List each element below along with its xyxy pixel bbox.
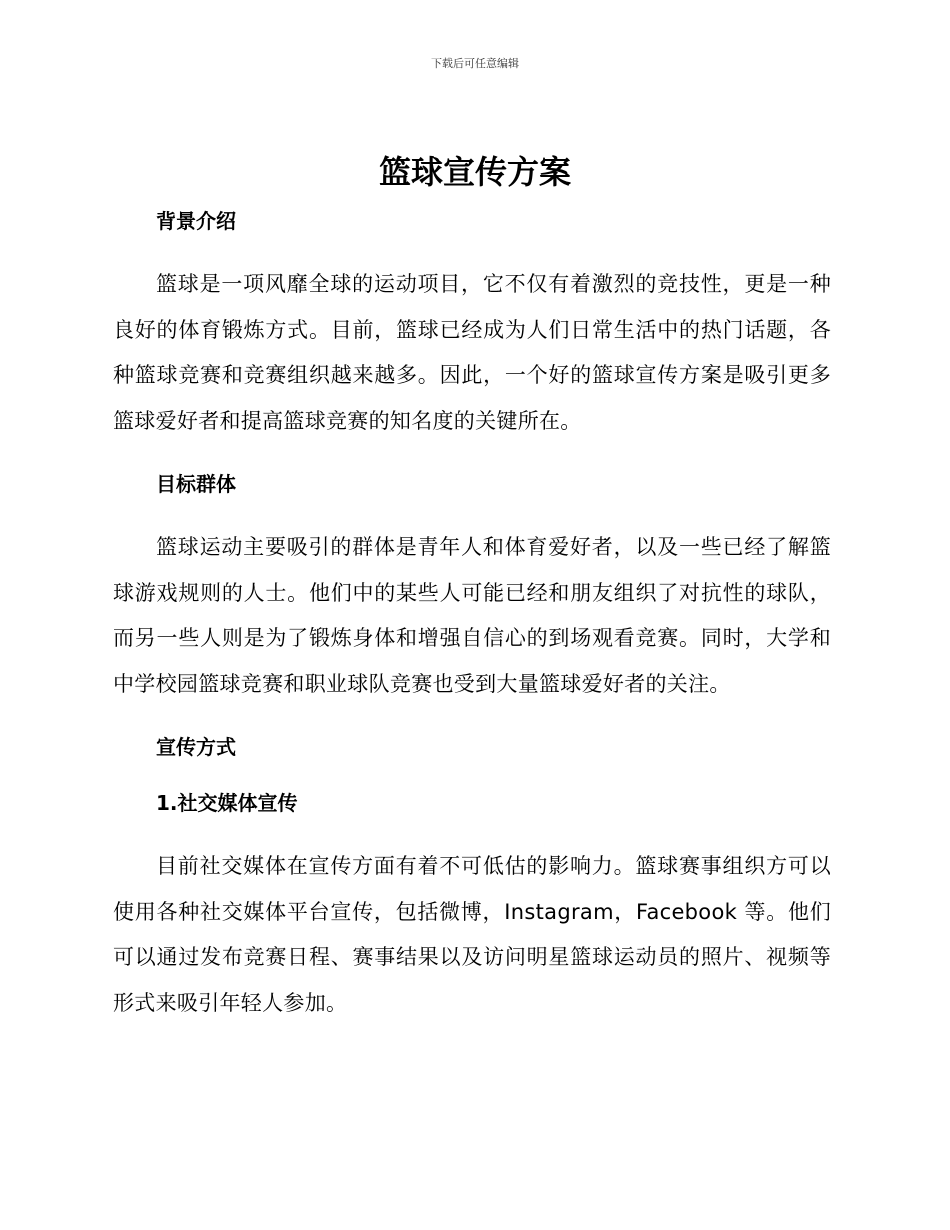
section-heading-target: 目标群体 [156,472,236,496]
document-body [113,205,831,1026]
page-header-note: 下载后可任意编辑 [431,57,519,70]
paragraph-target: 篮球运动主要吸引的群体是青年人和体育爱好者，以及一些已经了解篮球游戏规则的人士。他们中的某些人可能已经和朋友组织了对抗性的球队，而另一些人则是为了锻炼身体和增强自信心的到场观看竞赛。同时，大学和中学校园篮球竞赛和职业球队竞赛也受到大量篮球爱好者的关注。 [113,535,831,696]
section-heading-background: 背景介绍 [156,209,236,233]
document-title: 篮球宣传方案 [378,153,571,191]
section-heading-method: 宣传方式 [156,735,236,759]
subsection-heading-social-media: 1.社交媒体宣传 [156,791,298,815]
paragraph-background: 篮球是一项风靡全球的运动项目，它不仅有着激烈的竞技性，更是一种良好的体育锻炼方式。目前，篮球已经成为人们日常生活中的热门话题，各种篮球竞赛和竞赛组织越来越多。因此，一个好的篮球宣传方案是吸引更多篮球爱好者和提高篮球竞赛的知名度的关键所在。 [113,272,831,433]
paragraph-social-media: 目前社交媒体在宣传方面有着不可低估的影响力。篮球赛事组织方可以使用各种社交媒体平台宣传，包括微博，Instagram，Facebook 等。他们可以通过发布竞赛日程、赛事结果以及访问明星篮球运动员的照片、视频等形式来吸引年轻人参加。 [113,854,831,1015]
